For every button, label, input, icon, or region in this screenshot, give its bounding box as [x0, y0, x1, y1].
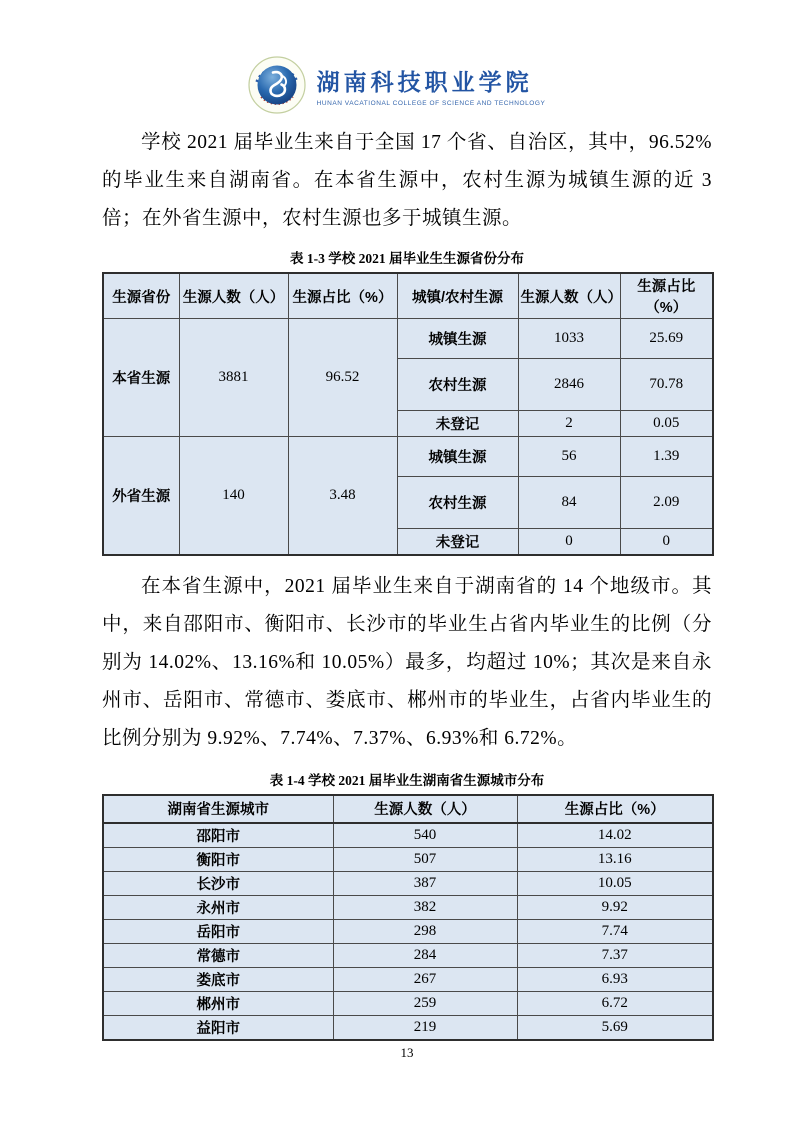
count-cell: 84	[518, 477, 620, 529]
city-cell: 娄底市	[103, 967, 333, 991]
percent-cell: 0	[620, 529, 713, 555]
table-row	[103, 967, 713, 991]
paragraph-city-summary: 在本省生源中，2021 届毕业生来自于湖南省的 14 个地级市。其中，来自邵阳市、衡阳市、长沙市的毕业生占省内毕业生的比例（分别为 14.02%、13.16%和 10.05%）最多，均超过 10%；其次是来自永州市、岳阳市、常德市、娄底市、郴州市的毕业生，占省内毕业生的比例分别为 9.92%、7.74%、7.37%、6.93%和 6.72%。	[102, 575, 712, 749]
origin-type-cell: 农村生源	[397, 359, 518, 411]
percent-cell: 7.74	[517, 919, 713, 943]
city-cell: 衡阳市	[103, 847, 333, 871]
count-cell: 540	[333, 823, 517, 848]
count-cell: 284	[333, 943, 517, 967]
percent-cell: 10.05	[517, 871, 713, 895]
origin-type-cell: 未登记	[397, 529, 518, 555]
percent-cell: 14.02	[517, 823, 713, 848]
count-cell: 382	[333, 895, 517, 919]
percent-cell: 3.48	[288, 437, 397, 555]
table-row	[103, 895, 713, 919]
column-header: 生源人数（人）	[179, 273, 288, 319]
column-header: 生源人数（人）	[333, 795, 517, 823]
table-row	[103, 823, 713, 848]
origin-type-cell: 农村生源	[397, 477, 518, 529]
table-row	[103, 437, 713, 477]
percent-cell: 6.72	[517, 991, 713, 1015]
origin-type-cell: 未登记	[397, 411, 518, 437]
table-row	[103, 319, 713, 359]
percent-cell: 25.69	[620, 319, 713, 359]
paragraph-province-summary: 学校 2021 届毕业生来自于全国 17 个省、自治区，其中，96.52%的毕业生来自湖南省。在本省生源中，农村生源为城镇生源的近 3 倍；在外省生源中，农村生源也多于城镇生源。	[102, 132, 712, 229]
province-cell: 外省生源	[103, 437, 179, 555]
column-header: 生源省份	[103, 273, 179, 319]
percent-cell: 13.16	[517, 847, 713, 871]
count-cell: 3881	[179, 319, 288, 437]
column-header: 城镇/农村生源	[397, 273, 518, 319]
table-city-distribution	[102, 794, 714, 1041]
college-name-en: HUNAN VACATIONAL COLLEGE OF SCIENCE AND TECHNOLOGY	[316, 99, 546, 107]
percent-cell: 9.92	[517, 895, 713, 919]
count-cell: 0	[518, 529, 620, 555]
column-header: 生源占比（%）	[517, 795, 713, 823]
table-row	[103, 943, 713, 967]
table-header-row	[103, 795, 713, 823]
column-header: 生源人数（人）	[518, 273, 620, 319]
count-cell: 219	[333, 1015, 517, 1040]
column-header: 生源占比（%）	[620, 273, 713, 319]
table1-caption: 表 1-3 学校 2021 届毕业生生源省份分布	[290, 251, 524, 266]
college-seal-icon	[248, 56, 306, 114]
college-logo-header	[0, 0, 793, 114]
origin-type-cell: 城镇生源	[397, 319, 518, 359]
city-cell: 岳阳市	[103, 919, 333, 943]
percent-cell: 70.78	[620, 359, 713, 411]
count-cell: 140	[179, 437, 288, 555]
percent-cell: 5.69	[517, 1015, 713, 1040]
table-row	[103, 991, 713, 1015]
percent-cell: 0.05	[620, 411, 713, 437]
count-cell: 387	[333, 871, 517, 895]
count-cell: 2846	[518, 359, 620, 411]
percent-cell: 2.09	[620, 477, 713, 529]
page-number: 13	[400, 1044, 414, 1060]
count-cell: 56	[518, 437, 620, 477]
table-row	[103, 1015, 713, 1040]
city-cell: 永州市	[103, 895, 333, 919]
table-row	[103, 847, 713, 871]
city-cell: 长沙市	[103, 871, 333, 895]
count-cell: 259	[333, 991, 517, 1015]
column-header: 生源占比（%）	[288, 273, 397, 319]
count-cell: 2	[518, 411, 620, 437]
count-cell: 507	[333, 847, 517, 871]
count-cell: 1033	[518, 319, 620, 359]
percent-cell: 1.39	[620, 437, 713, 477]
count-cell: 267	[333, 967, 517, 991]
origin-type-cell: 城镇生源	[397, 437, 518, 477]
city-cell: 郴州市	[103, 991, 333, 1015]
city-cell: 邵阳市	[103, 823, 333, 848]
college-name-block	[317, 64, 546, 107]
table-header-row	[103, 273, 713, 319]
page-content	[0, 124, 793, 1061]
column-header: 湖南省生源城市	[103, 795, 333, 823]
city-cell: 常德市	[103, 943, 333, 967]
table-row	[103, 919, 713, 943]
college-name-zh: 湖南科技职业学院	[316, 69, 533, 95]
percent-cell: 7.37	[517, 943, 713, 967]
table2-caption: 表 1-4 学校 2021 届毕业生湖南省生源城市分布	[269, 772, 545, 788]
count-cell: 298	[333, 919, 517, 943]
city-cell: 益阳市	[103, 1015, 333, 1040]
percent-cell: 6.93	[517, 967, 713, 991]
table-province-distribution	[102, 272, 714, 556]
table-row	[103, 871, 713, 895]
province-cell: 本省生源	[103, 319, 179, 437]
percent-cell: 96.52	[288, 319, 397, 437]
